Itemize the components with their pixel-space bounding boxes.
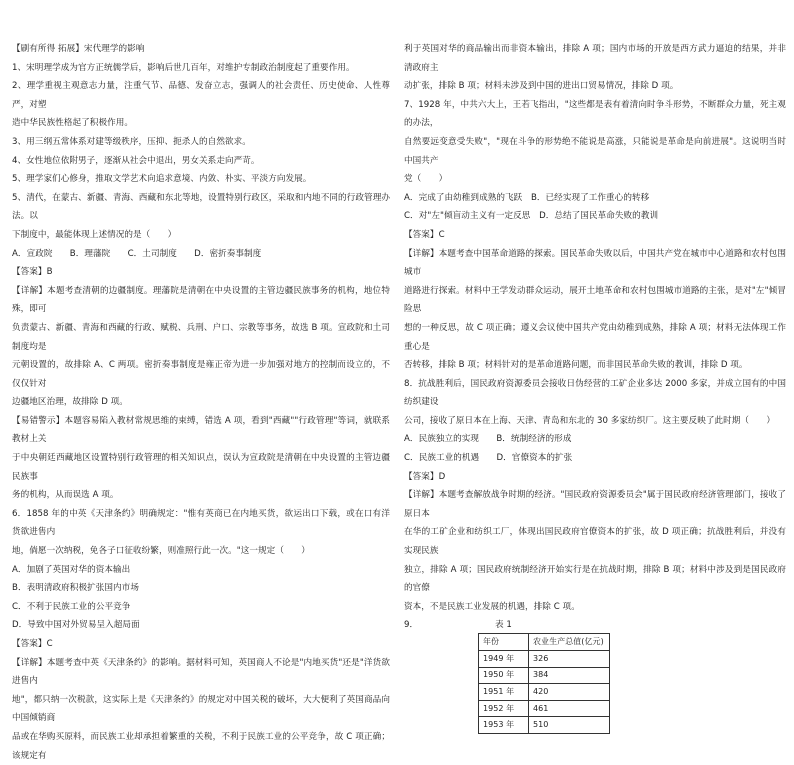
options-ab: A．完成了由幼稚到成熟的飞跃 B．已经实现了工作重心的转移	[404, 192, 650, 203]
table-row	[479, 651, 610, 668]
explanation-line: 独立，排除 A 项；国民政府统制经济开始实行是在抗战时期，排除 B 项；材料中涉及到是国民政府的官僚	[404, 564, 786, 594]
explanation-line: 【详解】本题考查清朝的边疆制度。理藩院是清朝在中央设置的主管边疆民族事务的机构，地位特殊，即可	[12, 285, 390, 315]
option-d: D．导致中国对外贸易呈入超局面	[12, 620, 140, 631]
question-7-stem: 自然要远变意受失败"，"现在斗争的形势绝不能说是高涨，只能说是革命是向前进展"。这说明当时中国共产	[404, 136, 786, 166]
table-header-cell: 年份	[479, 634, 529, 651]
table-row	[479, 717, 610, 734]
warning-line: 务的机构，从而误选 A 项。	[12, 490, 119, 501]
text-line: 1、宋明理学成为官方正统儒学后，影响后世几百年，对维护专制政治制度起了重要作用。	[12, 62, 355, 73]
warning-line: 【易错警示】本题容易陷入教材常规思维的束缚，错选 A 项，看到"西藏""行政管理"等词，就联系教材上关	[12, 415, 390, 445]
section-heading: 【刷有所得 拓展】宋代理学的影响	[12, 44, 145, 54]
table-cell-value: 326	[529, 651, 610, 668]
agriculture-output-table	[478, 633, 610, 734]
question-5-stem: 5、清代，在蒙古、新疆、青海、西藏和东北等地，设置特别行政区，采取和内地不同的行政管理办法。以	[12, 192, 390, 222]
table-row	[479, 700, 610, 717]
question-8-stem: 公司，接收了原日本在上海、天津、青岛和东北的 30 多家纺织厂。这主要反映了此时期（ ）	[404, 415, 775, 426]
explanation-line: 【详解】本题考查中国革命道路的探索。国民革命失败以后，中国共产党在城市中心道路和农村包围城市	[404, 248, 786, 278]
explanation-line: 在华的工矿企业和纺织工厂，体现出国民政府官僚资本的扩张，故 D 项正确；抗战胜利后，并没有实现民族	[404, 527, 786, 557]
text-line: 3、用三纲五常体系对建等级秩序，压抑、扼杀人的自然欲求。	[12, 136, 251, 147]
table-row	[479, 684, 610, 701]
question-9-number: 9．	[404, 620, 419, 631]
answer-label: 【答案】C	[12, 639, 53, 649]
warning-line: 于中央朝廷西藏地区设置特别行政管理的相关知识点，误认为宣政院是清朝在中央设置的主管边疆民族事	[12, 453, 390, 482]
right-column	[404, 40, 786, 738]
text-line: 4、女性地位依附男子，逐渐从社会中退出，男女关系走向严苛。	[12, 155, 260, 166]
question-6-stem: 6．1858 年的中英《天津条约》明确规定："惟有英商已在内地买货，欲运出口下载，或在口有洋货欲进售内	[12, 508, 390, 538]
table-row	[479, 667, 610, 684]
question-5-options: A．宣政院 B．理藩院 C．土司制度 D．密折奏事制度	[12, 248, 262, 259]
text-line: 2、理学重视主观意志力量，注重气节、品德、发奋立志，强调人的社会责任、历史使命、人性尊严，对塑	[12, 81, 390, 110]
table-caption: 表 1	[495, 620, 512, 631]
text-line: 造中华民族性格起了积极作用。	[12, 118, 134, 129]
explanation-line: 否转移，排除 B 项；材料针对的是革命道路问题，而非国民革命失败的教训，排除 D 项。	[404, 360, 748, 371]
table-header-cell: 农业生产总值(亿元)	[529, 634, 610, 651]
explanation-line: 动扩张，排除 B 项；材料未涉及到中国的进出口贸易情况，排除 D 项。	[404, 81, 679, 92]
table-cell-value: 384	[529, 667, 610, 684]
table-cell-year: 1950 年	[479, 667, 529, 684]
question-9-block	[404, 616, 786, 738]
table-cell-year: 1952 年	[479, 700, 529, 717]
explanation-line: 资本，不是民族工业发展的机遇，排除 C 项。	[404, 601, 580, 612]
answer-label: 【答案】C	[404, 229, 445, 240]
explanation-line: 【详解】本题考查解放战争时期的经济。"国民政府资源委员会"属于国民政府经济管理部门，接收了原日本	[404, 490, 786, 519]
explanation-line: 道路进行探索。材料中王学发动群众运动，展开土地革命和农村包围城市道路的主张，是对"左"倾冒险思	[404, 285, 786, 315]
table-cell-year: 1951 年	[479, 684, 529, 701]
explanation-line: 元朝设置的，故排除 A、C 两项。密折奏事制度是雍正帝为进一步加强对地方的控制而设立的，不仅仅针对	[12, 360, 390, 389]
question-5-stem: 下制度中，最能体现上述情况的是（ ）	[12, 229, 177, 240]
explanation-line: 负责蒙古、新疆、青海和西藏的行政、赋税、兵刑、户口、宗教等事务，故选 B 项。宣政院和土司制度均是	[12, 322, 390, 352]
option-c: C．不利于民族工业的公平竞争	[12, 601, 131, 612]
table-header-row	[479, 634, 610, 651]
question-7-stem: 7、1928 年，中共六大上，王若飞指出，"这些都是表有着清向时争斗形势，不断群众力量，死主观的办法，	[404, 99, 786, 129]
text-line: 5、理学家们心修身，推取文学艺术向追求意境、内敛、朴实、平淡方向发展。	[12, 174, 312, 185]
explanation-line: 【详解】本题考查中英《天津条约》的影响。据材料可知，英国商人不论是"内地买货"还是"洋货欲进售内	[12, 657, 390, 687]
table-cell-value: 510	[529, 717, 610, 734]
options-cd: C．民族工业的机遇 D．官僚资本的扩张	[404, 453, 573, 464]
answer-label: 【答案】D	[404, 471, 446, 482]
question-6-stem: 地，倘愿一次纳税，免各子口征收纷繁，则准照行此一次。"这一规定（ ）	[12, 546, 310, 557]
explanation-line: 品或在华购买原料，而民族工业却承担着繁重的关税，不利于民族工业的公平竞争，故 C 项正确；该规定有	[12, 731, 390, 761]
explanation-line: 边疆地区治理，故排除 D 项。	[12, 397, 128, 408]
options-ab: A．民族独立的实现 B．统制经济的形成	[404, 434, 572, 445]
options-cd: C．对"左"倾盲动主义有一定反思 D．总结了国民革命失败的教训	[404, 211, 659, 222]
question-7-stem: 党（ ）	[404, 174, 448, 185]
option-a: A．加剧了英国对华的资本输出	[12, 564, 131, 575]
explanation-line: 地"，都只纳一次税款，这实际上是《天津条约》的规定对中国关税的破坏，大大便利了英国商品向中国倾销商	[12, 694, 390, 724]
left-column	[12, 40, 390, 765]
option-b: B．表明清政府积极扩张国内市场	[12, 583, 139, 594]
table-cell-year: 1949 年	[479, 651, 529, 668]
explanation-line: 利于英国对华的商品输出而非资本输出，排除 A 项；国内市场的开放是西方武力逼迫的结果，并非清政府主	[404, 44, 786, 73]
answer-label: 【答案】B	[12, 267, 53, 278]
explanation-line: 想的一种反思，故 C 项正确；遵义会议使中国共产党由幼稚到成熟，排除 A 项；材料无法体现工作重心是	[404, 322, 786, 352]
table-cell-value: 461	[529, 700, 610, 717]
table-cell-value: 420	[529, 684, 610, 701]
question-8-stem: 8．抗战胜利后，国民政府资源委员会接收日伪经营的工矿企业多达 2000 多家，并成立国有的中国纺织建设	[404, 378, 786, 408]
table-cell-year: 1953 年	[479, 717, 529, 734]
